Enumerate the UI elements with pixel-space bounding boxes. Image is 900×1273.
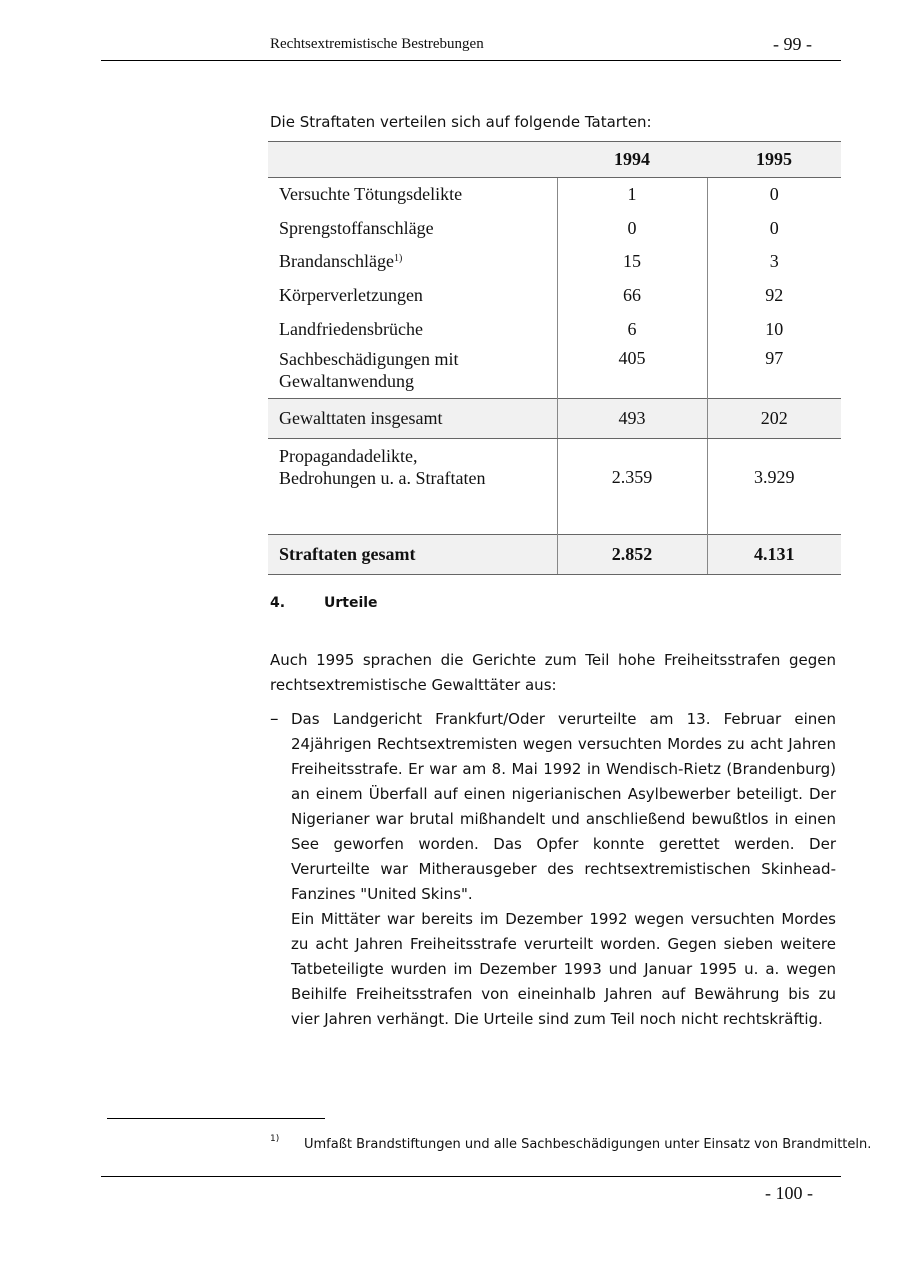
row-label-multiline: [268, 346, 557, 399]
running-header-title: Rechtsextremistische Bestrebungen: [270, 36, 484, 52]
propaganda-label: [268, 438, 557, 534]
bullet-paragraph: Ein Mittäter war bereits im Dezember 1992 wegen versuchten Mordes zu acht Jahren Freiheitsstrafe verurteilt worden. Gegen sieben weitere Tatbeteiligte wurden im Dezember 1993 und Januar 1995 u. a. wegen Beihilfe Freiheitsstrafen von eineinhalb Jahren auf Bewährung bis zu vier Jahren verhängt. Die Urteile sind zum Teil noch nicht rechtskräftig.: [291, 910, 836, 1028]
value-1994: 0: [557, 212, 707, 246]
table-row: [268, 212, 841, 246]
table-row: [268, 279, 841, 313]
header-page-number: - 99 -: [773, 34, 812, 54]
row-label-line: Bedrohungen u. a. Straftaten: [279, 467, 486, 488]
footnote-divider: [107, 1118, 325, 1119]
footnote-text: Umfaßt Brandstiftungen und alle Sachbeschädigungen unter Einsatz von Brandmitteln.: [304, 1137, 872, 1152]
row-label-with-footnote: [268, 245, 557, 279]
total-label: Straftaten gesamt: [268, 534, 557, 574]
value-1994: 405: [557, 346, 707, 399]
bullet-item: [291, 707, 836, 1032]
footer-page-number: - 100 -: [765, 1183, 813, 1203]
table-row: [268, 178, 841, 212]
section-number: 4.: [270, 595, 286, 611]
section-title: Urteile: [324, 595, 378, 611]
row-label-line: Gewaltanwendung: [279, 370, 414, 391]
row-label: Körperverletzungen: [279, 285, 423, 306]
dash-bullet-marker: –: [270, 709, 279, 729]
row-label-line: Propagandadelikte,: [279, 445, 418, 466]
header-divider: [101, 60, 841, 61]
value-1995: 0: [707, 212, 841, 246]
offense-table: [268, 141, 841, 575]
footer-divider: [101, 1176, 841, 1177]
column-header-label: [268, 142, 557, 178]
subtotal-1995: 202: [707, 398, 841, 438]
row-label: Landfriedensbrüche: [279, 318, 423, 339]
body-paragraph: Auch 1995 sprachen die Gerichte zum Teil hohe Freiheitsstrafen gegen rechtsextremistische Gewalttäter aus:: [270, 651, 836, 694]
propaganda-row: [268, 438, 841, 534]
bullet-paragraph: Das Landgericht Frankfurt/Oder verurteilte am 13. Februar einen 24jährigen Rechtsextremisten wegen versuchten Mordes zu acht Jahren Freiheitsstrafe. Er war am 8. Mai 1992 in Wendisch-Rietz (Brandenburg) an einem Überfall auf einen nigerianischen Asylbewerber beteiligt. Der Nigerianer war brutal mißhandelt und anschließend bewußtlos in einen See geworfen worden. Das Opfer konnte gerettet werden. Der Verurteilte war Mitherausgeber des rechtsextremistischen Skinhead-Fanzines "United Skins".: [291, 710, 836, 903]
value-1994: 6: [557, 312, 707, 346]
column-header-1995: 1995: [707, 142, 841, 178]
value-1995: 10: [707, 312, 841, 346]
subtotal-label: Gewalttaten insgesamt: [268, 398, 557, 438]
total-1994: 2.852: [557, 534, 707, 574]
footnote-mark: 1): [270, 1134, 280, 1144]
footnote-ref: 1): [393, 253, 403, 265]
value-1994: 1: [557, 178, 707, 212]
table-row: [268, 346, 841, 399]
total-row: [268, 534, 841, 574]
row-label: Versuchte Tötungsdelikte: [279, 184, 463, 205]
subtotal-row: [268, 398, 841, 438]
table-row: [268, 245, 841, 279]
value-1995: 97: [707, 346, 841, 399]
propaganda-1995: 3.929: [707, 438, 841, 534]
value-1995: 3: [707, 245, 841, 279]
column-header-1994: 1994: [557, 142, 707, 178]
subtotal-1994: 493: [557, 398, 707, 438]
table-row: [268, 312, 841, 346]
propaganda-1994: 2.359: [557, 438, 707, 534]
row-label-line: Sachbeschädigungen mit: [279, 348, 459, 369]
table-header-row: [268, 142, 841, 178]
value-1995: 0: [707, 178, 841, 212]
value-1994: 15: [557, 245, 707, 279]
total-1995: 4.131: [707, 534, 841, 574]
table-intro: Die Straftaten verteilen sich auf folgende Tatarten:: [270, 113, 652, 131]
row-label: Sprengstoffanschläge: [279, 217, 434, 238]
row-label: Brandanschläge: [279, 251, 394, 272]
value-1995: 92: [707, 279, 841, 313]
value-1994: 66: [557, 279, 707, 313]
